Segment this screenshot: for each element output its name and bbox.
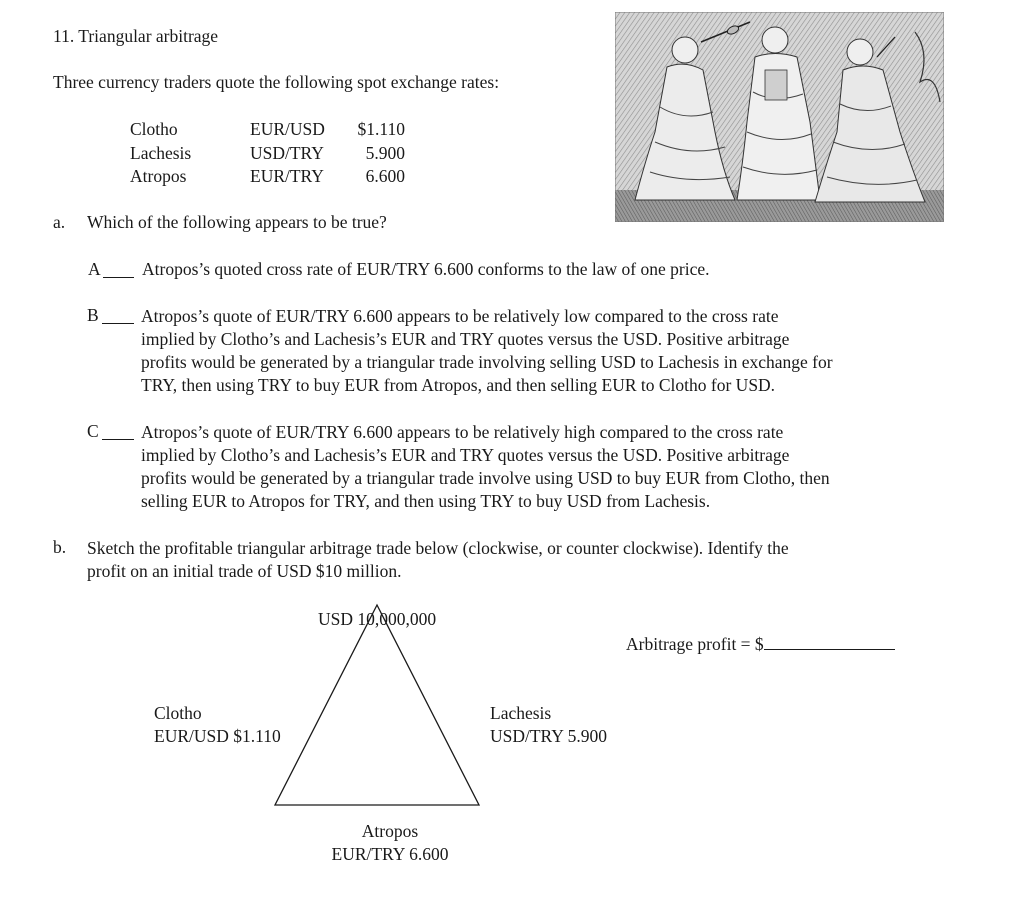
lachesis-name: Lachesis bbox=[490, 703, 552, 723]
arbitrage-profit-label: Arbitrage profit = $ bbox=[626, 634, 764, 654]
question-intro: Three currency traders quote the following spot exchange rates: bbox=[53, 72, 500, 92]
trader-name: Clotho bbox=[130, 119, 178, 139]
option-text-line: profits would be generated by a triangular trade involving selling USD to Lachesis in exchange for bbox=[141, 352, 833, 372]
triangle-left-label bbox=[154, 702, 281, 748]
option-text: Atropos’s quoted cross rate of EUR/TRY 6.600 conforms to the law of one price. bbox=[142, 259, 710, 279]
option-text-line: profits would be generated by a triangular trade involve using USD to buy EUR from Clotho, then bbox=[141, 468, 830, 488]
clotho-name: Clotho bbox=[154, 703, 202, 723]
option-letter: A bbox=[88, 259, 101, 279]
triangle-top-label: USD 10,000,000 bbox=[318, 609, 437, 629]
trader-name: Atropos bbox=[130, 166, 187, 186]
quote-rate: 5.900 bbox=[365, 142, 405, 163]
option-text-line: selling EUR to Atropos for TRY, and then using TRY to buy USD from Lachesis. bbox=[141, 491, 711, 511]
option-text-line: Atropos’s quote of EUR/TRY 6.600 appears to be relatively low compared to the cross rate bbox=[141, 306, 779, 326]
triangle-right-label bbox=[490, 702, 607, 748]
atropos-rate: EUR/TRY 6.600 bbox=[331, 844, 449, 864]
question-title: 11. Triangular arbitrage bbox=[53, 26, 219, 46]
clotho-rate: EUR/USD $1.110 bbox=[154, 726, 281, 746]
part-a-prompt: Which of the following appears to be true? bbox=[87, 212, 387, 232]
currency-pair: EUR/TRY bbox=[250, 166, 324, 186]
three-fates-engraving-icon bbox=[615, 12, 944, 222]
quote-rate: 6.600 bbox=[365, 166, 405, 186]
option-text-line: implied by Clotho’s and Lachesis’s EUR and TRY quotes versus the USD. Positive arbitrage bbox=[141, 445, 790, 465]
option-letter: B bbox=[87, 305, 99, 325]
arbitrage-profit bbox=[626, 632, 895, 655]
currency-pair: EUR/USD bbox=[250, 119, 325, 139]
currency-pair: USD/TRY bbox=[250, 142, 324, 163]
arbitrage-profit-blank[interactable] bbox=[764, 632, 895, 650]
atropos-name: Atropos bbox=[361, 821, 419, 841]
option-text-line: Atropos’s quote of EUR/TRY 6.600 appears to be relatively high compared to the cross rate bbox=[141, 422, 784, 442]
arbitrage-triangle bbox=[270, 600, 485, 812]
answer-blank-b[interactable] bbox=[102, 306, 134, 324]
option-text-line: TRY, then using TRY to buy EUR from Atropos, and then selling EUR to Clotho for USD. bbox=[141, 375, 776, 395]
part-a-label: a. bbox=[53, 212, 66, 232]
answer-blank-a[interactable] bbox=[103, 260, 134, 278]
option-text-line: implied by Clotho’s and Lachesis’s EUR and TRY quotes versus the USD. Positive arbitrage bbox=[141, 329, 790, 349]
part-b-label: b. bbox=[53, 537, 67, 557]
triangle-bottom-label bbox=[318, 820, 462, 866]
part-b-text-line: profit on an initial trade of USD $10 million. bbox=[87, 561, 402, 581]
quote-rate: $1.110 bbox=[357, 119, 405, 139]
trader-name: Lachesis bbox=[130, 142, 192, 163]
lachesis-rate: USD/TRY 5.900 bbox=[490, 726, 608, 746]
triangle-shape bbox=[275, 605, 479, 805]
option-letter: C bbox=[87, 421, 99, 441]
part-b-text-line: Sketch the profitable triangular arbitrage trade below (clockwise, or counter clockwise). Identify the bbox=[87, 538, 789, 558]
answer-blank-c[interactable] bbox=[102, 422, 134, 440]
